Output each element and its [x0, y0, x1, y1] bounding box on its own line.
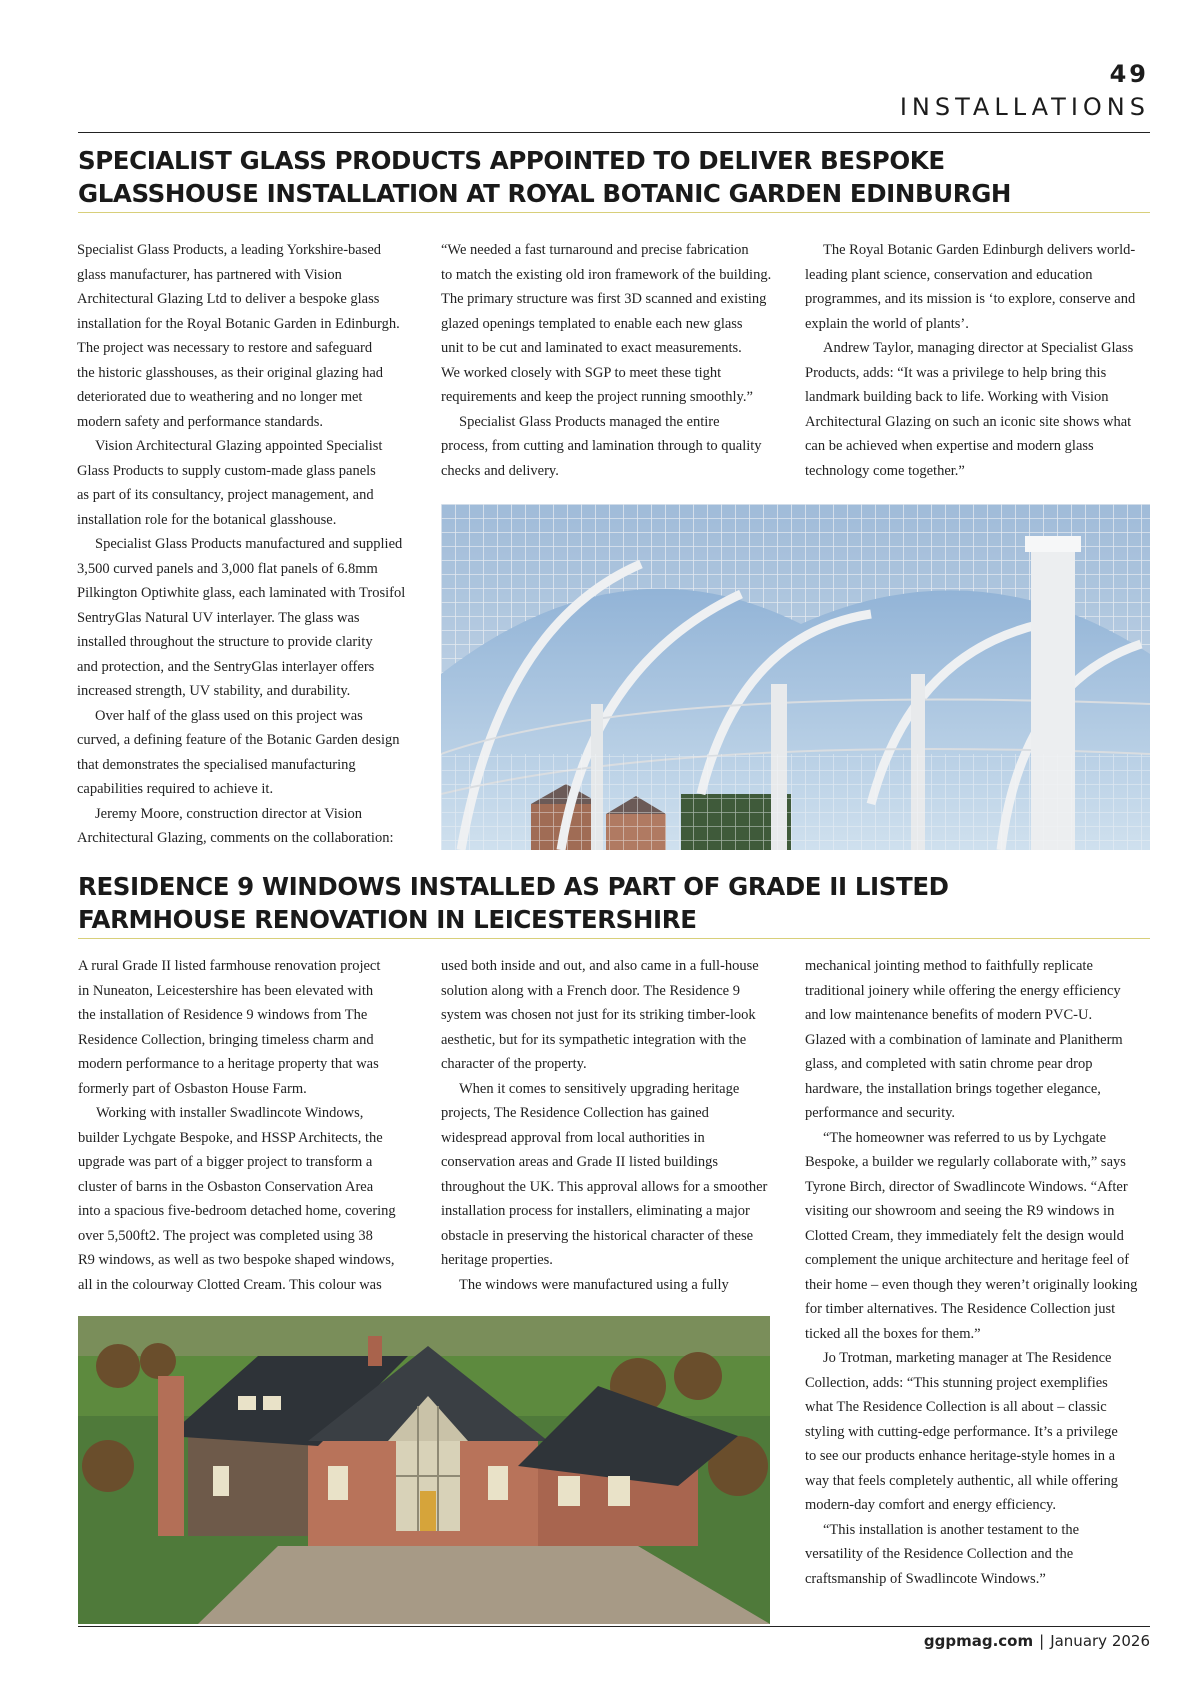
- article1-column-1: [77, 238, 427, 851]
- article1-headline-line: GLASSHOUSE INSTALLATION AT ROYAL BOTANIC GARDEN EDINBURGH: [78, 179, 1012, 208]
- text-line: all in the colourway Clotted Cream. This colour was: [78, 1276, 382, 1293]
- text-line: heritage properties.: [441, 1252, 553, 1268]
- text-line: curved, a defining feature of the Botanic Garden design: [77, 732, 400, 748]
- text-line: builder Lychgate Bespoke, and HSSP Architects, the: [78, 1129, 383, 1146]
- text-line: “This installation is another testament to the: [823, 1521, 1080, 1538]
- text-line: “The homeowner was referred to us by Lychgate: [823, 1129, 1107, 1146]
- text-line: Glass Products to supply custom-made glass panels: [77, 462, 376, 479]
- text-line: Clotted Cream, they immediately felt the design would: [805, 1227, 1124, 1244]
- text-line: what The Residence Collection is all about – classic: [805, 1399, 1107, 1415]
- article1-column-3: [805, 238, 1155, 483]
- article1-headline-line: SPECIALIST GLASS PRODUCTS APPOINTED TO DELIVER BESPOKE: [78, 146, 945, 175]
- text-line: mechanical jointing method to faithfully replicate: [805, 958, 1093, 974]
- text-line: glass, and completed with satin chrome pear drop: [805, 1056, 1093, 1072]
- text-line: installation for the Royal Botanic Garden in Edinburgh.: [77, 315, 400, 332]
- footer-site[interactable]: ggpmag.com: [923, 1632, 1034, 1650]
- text-line: capabilities required to achieve it.: [77, 781, 274, 797]
- text-line: as part of its consultancy, project management, and: [77, 487, 374, 503]
- text-line: technology come together.”: [805, 462, 965, 479]
- text-line: installation process for installers, eliminating a major: [441, 1203, 750, 1219]
- text-line: SentryGlas Natural UV interlayer. The glass was: [77, 609, 360, 626]
- text-line: R9 windows, as well as two bespoke shaped windows,: [78, 1252, 395, 1268]
- text-line: installed throughout the structure to provide clarity: [77, 634, 373, 650]
- text-line: to see our products enhance heritage-style homes in a: [805, 1448, 1116, 1464]
- text-line: unit to be cut and laminated to exact measurements.: [441, 340, 742, 356]
- page-number: 49: [1109, 60, 1149, 88]
- text-line: that demonstrates the specialised manufacturing: [77, 756, 356, 773]
- text-line: aesthetic, but for its sympathetic integration with the: [441, 1031, 747, 1048]
- text-line: modern-day comfort and energy efficiency.: [805, 1497, 1056, 1513]
- text-line: Architectural Glazing, comments on the collaboration:: [77, 830, 394, 846]
- text-line: Products, adds: “It was a privilege to help bring this: [805, 364, 1107, 381]
- text-line: Jeremy Moore, construction director at Vision: [95, 805, 363, 822]
- text-line: leading plant science, conservation and education: [805, 266, 1093, 283]
- text-line: formerly part of Osbaston House Farm.: [78, 1080, 307, 1097]
- article2-title-rule: [78, 938, 1150, 939]
- text-line: modern performance to a heritage property that was: [78, 1056, 379, 1072]
- text-line: Specialist Glass Products manufactured and supplied: [95, 536, 403, 552]
- text-line: landmark building back to life. Working with Vision: [805, 389, 1109, 405]
- footer-date: January 2026: [1050, 1632, 1150, 1650]
- text-line: Architectural Glazing on such an iconic site shows what: [805, 413, 1132, 430]
- text-line: projects, The Residence Collection has gained: [441, 1105, 709, 1121]
- text-line: explain the world of plants’.: [805, 315, 969, 332]
- text-line: used both inside and out, and also came in a full-house: [441, 958, 759, 974]
- text-line: and low maintenance benefits of modern PVC-U.: [805, 1007, 1093, 1023]
- text-line: character of the property.: [441, 1056, 587, 1072]
- text-line: Bespoke, a builder we regularly collaborate with,” says: [805, 1154, 1126, 1170]
- text-line: craftsmanship of Swadlincote Windows.”: [805, 1570, 1046, 1587]
- text-line: deteriorated due to weathering and no longer met: [77, 389, 363, 405]
- text-line: and protection, and the SentryGlas interlayer offers: [77, 658, 375, 675]
- text-line: into a spacious five-bedroom detached home, covering: [78, 1203, 396, 1219]
- text-line: visiting our showroom and seeing the R9 windows in: [805, 1203, 1115, 1219]
- text-line: Specialist Glass Products, a leading Yorkshire-based: [77, 242, 382, 258]
- article2-column-3: [805, 954, 1155, 1591]
- text-line: cluster of barns in the Osbaston Conservation Area: [78, 1178, 374, 1195]
- text-line: requirements and keep the project running smoothly.”: [441, 389, 753, 405]
- footer: [924, 1632, 1150, 1650]
- text-line: glazed openings templated to enable each new glass: [441, 315, 743, 332]
- section-label: INSTALLATIONS: [899, 93, 1150, 121]
- text-line: for timber alternatives. The Residence Collection just: [805, 1301, 1116, 1317]
- text-line: Over half of the glass used on this project was: [95, 707, 363, 724]
- footer-separator: |: [1039, 1632, 1045, 1650]
- text-line: Specialist Glass Products managed the entire: [459, 413, 720, 430]
- text-line: programmes, and its mission is ‘to explore, conserve and: [805, 291, 1136, 307]
- text-line: Vision Architectural Glazing appointed Specialist: [95, 438, 383, 454]
- text-line: The Royal Botanic Garden Edinburgh delivers world-: [823, 242, 1136, 258]
- text-line: increased strength, UV stability, and durability.: [77, 683, 351, 699]
- article2-headline-line: FARMHOUSE RENOVATION IN LEICESTERSHIRE: [78, 905, 697, 934]
- text-line: to match the existing old iron framework of the building.: [441, 266, 772, 283]
- text-line: Pilkington Optiwhite glass, each laminated with Trosifol: [77, 585, 406, 601]
- article2-headline: [78, 870, 1078, 936]
- text-line: their home – even though they weren’t originally looking: [805, 1276, 1138, 1293]
- text-line: Jo Trotman, marketing manager at The Residence: [823, 1350, 1112, 1366]
- footer-rule: [78, 1626, 1150, 1627]
- text-line: A rural Grade II listed farmhouse renovation project: [78, 958, 381, 974]
- text-line: widespread approval from local authorities in: [441, 1129, 705, 1146]
- text-line: installation role for the botanical glasshouse.: [77, 511, 337, 528]
- text-line: in Nuneaton, Leicestershire has been elevated with: [78, 982, 374, 999]
- article2-column-1: [78, 954, 428, 1297]
- text-line: Glazed with a combination of laminate and Planitherm: [805, 1031, 1123, 1048]
- article1-column-2: [441, 238, 791, 483]
- farmhouse-photo: [78, 1316, 770, 1624]
- text-line: way that feels completely authentic, all while offering: [805, 1472, 1118, 1489]
- text-line: “We needed a fast turnaround and precise fabrication: [441, 242, 749, 258]
- text-line: Architectural Glazing Ltd to deliver a bespoke glass: [77, 291, 380, 307]
- text-line: over 5,500ft2. The project was completed using 38: [78, 1227, 373, 1244]
- text-line: hardware, the installation brings together elegance,: [805, 1080, 1101, 1097]
- text-line: conservation areas and Grade II listed buildings: [441, 1154, 719, 1170]
- text-line: solution along with a French door. The Residence 9: [441, 982, 740, 999]
- text-line: process, from cutting and lamination through to quality: [441, 438, 762, 454]
- text-line: styling with cutting-edge performance. It’s a privilege: [805, 1423, 1118, 1440]
- text-line: obstacle in preserving the historical character of these: [441, 1227, 754, 1244]
- article1-title-rule: [78, 212, 1150, 213]
- text-line: Collection, adds: “This stunning project exemplifies: [805, 1374, 1108, 1391]
- text-line: Andrew Taylor, managing director at Specialist Glass: [823, 340, 1134, 356]
- text-line: The windows were manufactured using a fully: [459, 1276, 729, 1293]
- text-line: The project was necessary to restore and safeguard: [77, 340, 373, 356]
- text-line: Working with installer Swadlincote Windows,: [96, 1105, 364, 1121]
- glasshouse-photo: [441, 504, 1150, 850]
- header-rule: [78, 132, 1150, 133]
- text-line: We worked closely with SGP to meet these tight: [441, 364, 722, 381]
- article2-headline-line: RESIDENCE 9 WINDOWS INSTALLED AS PART OF GRADE II LISTED: [78, 872, 949, 901]
- text-line: complement the unique architecture and heritage feel of: [805, 1252, 1130, 1268]
- text-line: checks and delivery.: [441, 462, 559, 479]
- text-line: system was chosen not just for its striking timber-look: [441, 1007, 756, 1023]
- text-line: ticked all the boxes for them.”: [805, 1325, 981, 1342]
- article1-headline: [78, 144, 1078, 210]
- text-line: glass manufacturer, has partnered with Vision: [77, 266, 342, 283]
- text-line: versatility of the Residence Collection and the: [805, 1546, 1074, 1562]
- text-line: When it comes to sensitively upgrading heritage: [459, 1080, 740, 1097]
- text-line: Residence Collection, bringing timeless charm and: [78, 1031, 374, 1048]
- text-line: modern safety and performance standards.: [77, 413, 323, 430]
- text-line: the historic glasshouses, as their original glazing had: [77, 364, 384, 381]
- text-line: upgrade was part of a bigger project to transform a: [78, 1154, 373, 1170]
- text-line: can be achieved when expertise and modern glass: [805, 438, 1094, 454]
- text-line: Tyrone Birch, director of Swadlincote Windows. “After: [805, 1178, 1128, 1195]
- text-line: throughout the UK. This approval allows for a smoother: [441, 1178, 768, 1195]
- article2-column-2: [441, 954, 791, 1297]
- text-line: The primary structure was first 3D scanned and existing: [441, 291, 767, 307]
- text-line: performance and security.: [805, 1105, 956, 1121]
- text-line: traditional joinery while offering the energy efficiency: [805, 982, 1121, 999]
- text-line: 3,500 curved panels and 3,000 flat panels of 6.8mm: [77, 560, 378, 577]
- text-line: the installation of Residence 9 windows from The: [78, 1007, 368, 1023]
